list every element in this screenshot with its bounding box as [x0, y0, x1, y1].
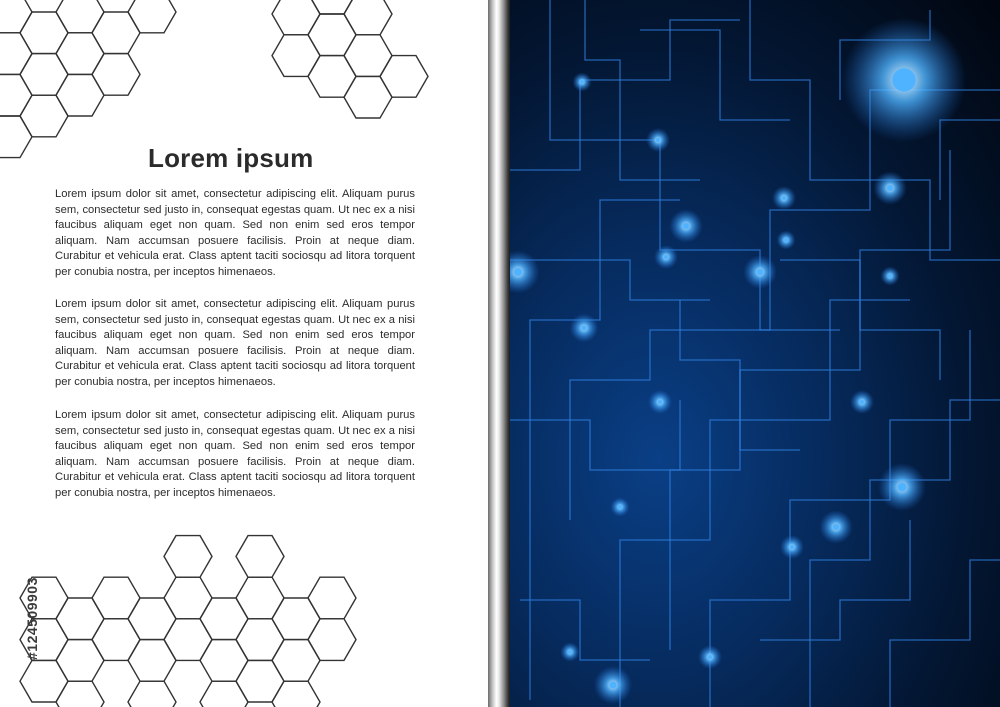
body-paragraph-3: Lorem ipsum dolor sit amet, consectetur adipiscing elit. Aliquam purus sem, consectetur sed justo in, consequat egestas quam. Ut nec ex a nisi faucibus aliquam eget non quam. Sed non enim sed eros tempor aliquam. Nam accumsan posuere facilisis. Proin at neque diam. Curabitur et vehicula erat. Class aptent taciti sociosqu ad litora torquent per conubia nostra, per inceptos himenaeos. — [55, 409, 415, 499]
hexagon-shape — [236, 536, 284, 578]
circuit-node — [708, 655, 713, 660]
hexagon-shape — [272, 640, 320, 682]
circuit-trace — [520, 600, 650, 660]
circuit-trace — [510, 260, 710, 300]
hexagon-shape — [200, 681, 248, 707]
circuit-trace — [530, 200, 680, 700]
hexagon-shape — [308, 577, 356, 619]
hexagon-shape — [308, 619, 356, 661]
hexagon-shape — [20, 54, 68, 96]
circuit-node — [658, 400, 663, 405]
hexagon-shape — [128, 681, 176, 707]
hexagon-shape — [272, 0, 320, 35]
body-paragraph-2: Lorem ipsum dolor sit amet, consectetur adipiscing elit. Aliquam purus sem, consectetur sed justo in, consequat egestas quam. Ut nec ex a nisi faucibus aliquam eget non quam. Sed non enim sed eros tempor aliquam. Nam accumsan posuere facilisis. Proin at neque diam. Curabitur et vehicula erat. Class aptent taciti sociosqu ad litora torquent per conubia nostra, per inceptos himenaeos. — [55, 298, 415, 388]
stock-id-text: #124509903 — [24, 577, 40, 660]
circuit-node — [790, 545, 795, 550]
circuit-node — [683, 223, 689, 229]
hexagon-shape — [164, 619, 212, 661]
hexagon-shape — [0, 33, 32, 75]
hexagon-shape — [56, 74, 104, 116]
hexagon-shape — [92, 619, 140, 661]
hexagon-shape — [272, 598, 320, 640]
hexagon-shape — [20, 95, 68, 137]
circuit-node — [892, 68, 915, 91]
hexagon-shape — [0, 116, 32, 158]
circuit-trace — [510, 20, 740, 170]
circuit-trace — [680, 300, 800, 450]
hexagon-shape — [20, 660, 68, 702]
hexagon-shape — [56, 0, 104, 33]
hexagon-shape — [236, 577, 284, 619]
body-paragraph-1: Lorem ipsum dolor sit amet, consectetur adipiscing elit. Aliquam purus sem, consectetur sed justo in, consequat egestas quam. Ut nec ex a nisi faucibus aliquam eget non quam. Sed non enim sed eros tempor aliquam. Nam accumsan posuere facilisis. Proin at neque diam. Curabitur et vehicula erat. Class aptent taciti sociosqu ad litora torquent per conubia nostra, per inceptos himenaeos. — [55, 188, 415, 278]
circuit-background-panel — [510, 0, 1000, 707]
hexagon-shape — [236, 660, 284, 702]
hexagon-shape — [56, 681, 104, 707]
circuit-node — [784, 238, 788, 242]
circuit-trace — [570, 90, 1000, 520]
hexagon-shape — [308, 14, 356, 56]
metallic-divider — [488, 0, 510, 707]
circuit-node — [580, 80, 584, 84]
hexagon-shape — [0, 0, 32, 33]
circuit-trace — [940, 120, 1000, 200]
hexagon-shape — [128, 640, 176, 682]
hexagon-shape — [128, 598, 176, 640]
circuit-node — [656, 138, 661, 143]
left-white-panel — [0, 0, 490, 707]
circuit-node — [887, 185, 893, 191]
hexagon-shape — [344, 76, 392, 118]
hexagon-shape — [344, 0, 392, 35]
hexagon-shape — [20, 12, 68, 54]
hexagon-shape — [92, 54, 140, 96]
hexagon-shape — [272, 681, 320, 707]
hexagon-shape — [236, 619, 284, 661]
circuit-trace — [810, 400, 1000, 707]
circuit-node — [860, 400, 865, 405]
hexagon-shape — [56, 640, 104, 682]
circuit-node — [782, 196, 787, 201]
hexagon-shape — [164, 577, 212, 619]
circuit-trace — [890, 560, 1000, 707]
hexagon-shape — [0, 74, 32, 116]
circuit-trace — [620, 300, 910, 707]
circuit-trace — [585, 0, 700, 180]
circuit-node — [833, 524, 839, 530]
circuit-trace — [550, 0, 840, 330]
circuit-node — [568, 650, 572, 654]
page-title: Lorem ipsum — [148, 143, 314, 173]
hexagon-shape — [200, 640, 248, 682]
hexagon-shape — [56, 598, 104, 640]
hexagon-shape — [308, 56, 356, 98]
hexagon-shape — [128, 0, 176, 33]
circuit-trace — [640, 30, 790, 120]
hexagon-shape — [92, 12, 140, 54]
circuit-node — [581, 325, 586, 330]
hexagon-shape — [344, 35, 392, 77]
circuit-node — [618, 505, 622, 509]
hexagon-shape — [164, 536, 212, 578]
circuit-node — [664, 255, 669, 260]
hexagon-shape — [56, 33, 104, 75]
hexagon-shape — [92, 577, 140, 619]
circuit-node — [757, 269, 763, 275]
circuit-board-graphic — [510, 0, 1000, 707]
circuit-node — [514, 268, 522, 276]
hexagon-shape — [200, 598, 248, 640]
hexagon-shape — [380, 56, 428, 98]
hexagon-shape — [272, 35, 320, 77]
circuit-node — [898, 483, 907, 492]
circuit-node — [609, 681, 616, 688]
circuit-node — [888, 274, 892, 278]
